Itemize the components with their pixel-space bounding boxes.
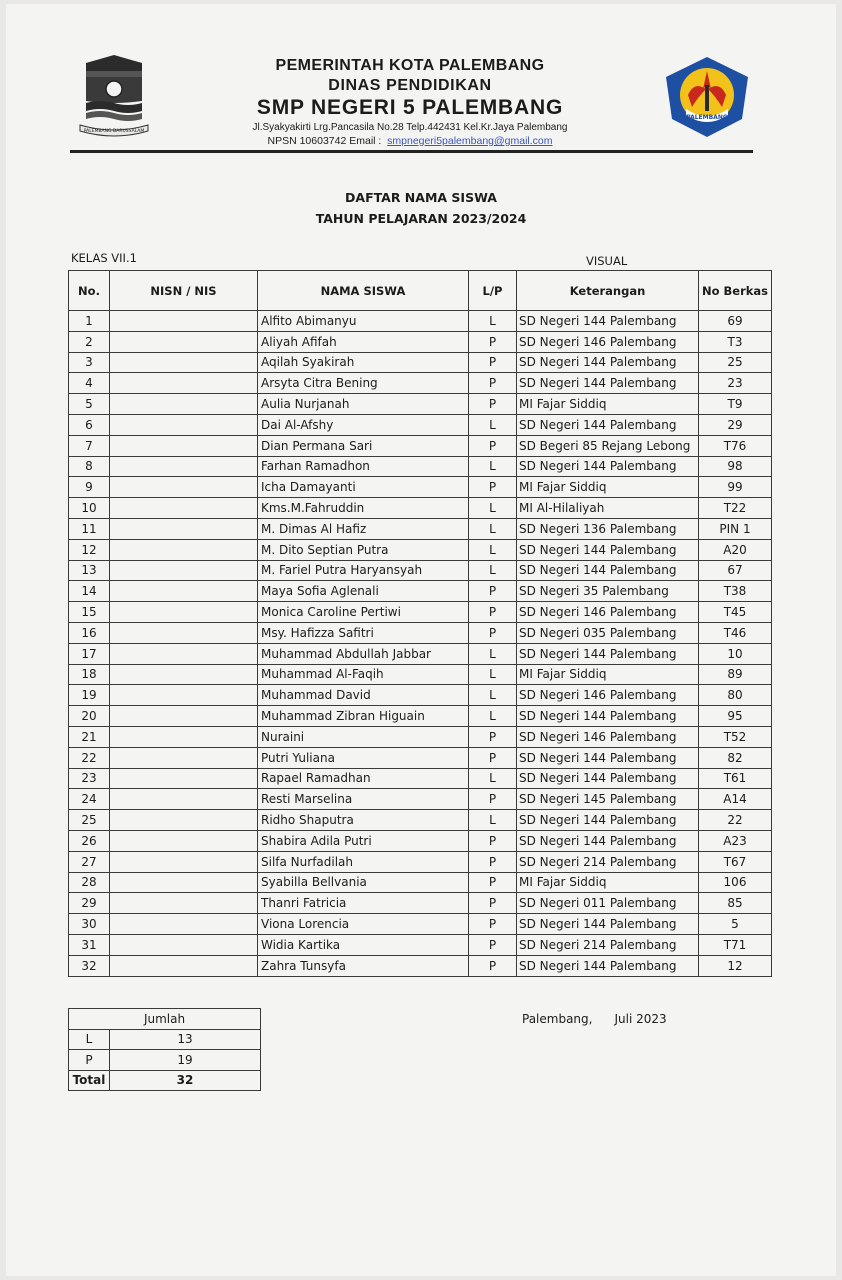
row-keterangan: SD Negeri 144 Palembang [517,706,699,727]
right-logo-text: PALEMBANG [686,114,728,121]
row-nama: Silfa Nurfadilah [258,851,469,872]
row-berkas: 22 [699,810,772,831]
table-row [69,414,772,435]
row-lp: P [469,872,517,893]
header-divider [70,150,753,153]
row-no: 32 [69,955,110,976]
row-nama: M. Dimas Al Hafiz [258,518,469,539]
row-nama: Zahra Tunsyfa [258,955,469,976]
row-nama: Monica Caroline Pertiwi [258,602,469,623]
row-keterangan: SD Negeri 144 Palembang [517,643,699,664]
row-berkas: T38 [699,581,772,602]
row-nama: Muhammad Al-Faqih [258,664,469,685]
table-row [69,435,772,456]
header-department: DINAS PENDIDIKAN [328,77,492,94]
row-no: 2 [69,331,110,352]
row-berkas: 69 [699,311,772,332]
row-lp: L [469,539,517,560]
row-berkas: T3 [699,331,772,352]
row-keterangan: SD Negeri 144 Palembang [517,414,699,435]
row-keterangan: SD Negeri 146 Palembang [517,726,699,747]
row-nisn [110,706,258,727]
row-lp: P [469,622,517,643]
row-nama: Aqilah Syakirah [258,352,469,373]
row-nisn [110,851,258,872]
table-row [69,810,772,831]
row-lp: P [469,830,517,851]
row-no: 27 [69,851,110,872]
row-nisn [110,934,258,955]
row-nisn [110,893,258,914]
row-nisn [110,830,258,851]
summary-p-value: 19 [110,1050,261,1071]
row-berkas: 80 [699,685,772,706]
table-row [69,560,772,581]
header-npsn: NPSN 10603742 Email : [267,135,382,147]
row-berkas: 85 [699,893,772,914]
row-nisn [110,373,258,394]
row-lp: L [469,768,517,789]
row-nisn [110,581,258,602]
row-keterangan: SD Negeri 035 Palembang [517,622,699,643]
row-nama: Maya Sofia Aglenali [258,581,469,602]
row-nama: Dian Permana Sari [258,435,469,456]
table-row [69,768,772,789]
row-berkas: 95 [699,706,772,727]
row-nama: Dai Al-Afshy [258,414,469,435]
table-row [69,726,772,747]
row-keterangan: SD Negeri 144 Palembang [517,373,699,394]
row-no: 10 [69,498,110,519]
table-row [69,664,772,685]
row-no: 21 [69,726,110,747]
row-keterangan: SD Negeri 214 Palembang [517,851,699,872]
row-keterangan: SD Negeri 144 Palembang [517,810,699,831]
row-nama: Alfito Abimanyu [258,311,469,332]
student-table [68,270,772,977]
row-no: 6 [69,414,110,435]
row-nisn [110,872,258,893]
table-row [69,789,772,810]
row-lp: L [469,414,517,435]
row-nama: Icha Damayanti [258,477,469,498]
table-row [69,622,772,643]
row-lp: L [469,456,517,477]
row-no: 8 [69,456,110,477]
row-berkas: 106 [699,872,772,893]
row-nisn [110,498,258,519]
row-no: 20 [69,706,110,727]
row-nama: Nuraini [258,726,469,747]
row-nisn [110,560,258,581]
row-keterangan: MI Al-Hilaliyah [517,498,699,519]
row-nisn [110,394,258,415]
table-row [69,581,772,602]
row-berkas: A14 [699,789,772,810]
row-lp: P [469,955,517,976]
row-keterangan: SD Negeri 144 Palembang [517,352,699,373]
school-emblem [662,55,752,139]
row-lp: P [469,726,517,747]
table-row [69,851,772,872]
row-nisn [110,622,258,643]
row-no: 29 [69,893,110,914]
table-row [69,352,772,373]
col-header-nisn: NISN / NIS [110,271,258,311]
row-keterangan: MI Fajar Siddiq [517,394,699,415]
row-keterangan: SD Begeri 85 Rejang Lebong [517,435,699,456]
row-lp: P [469,747,517,768]
row-nisn [110,331,258,352]
row-keterangan: MI Fajar Siddiq [517,664,699,685]
row-nama: Muhammad Abdullah Jabbar [258,643,469,664]
header-email-link[interactable]: smpnegeri5palembang@gmail.com [387,135,553,147]
row-berkas: T9 [699,394,772,415]
row-no: 24 [69,789,110,810]
row-lp: L [469,810,517,831]
row-no: 13 [69,560,110,581]
row-berkas: T52 [699,726,772,747]
header-school-name: SMP NEGERI 5 PALEMBANG [256,96,564,119]
row-keterangan: SD Negeri 214 Palembang [517,934,699,955]
row-berkas: 98 [699,456,772,477]
row-no: 12 [69,539,110,560]
row-lp: P [469,331,517,352]
row-berkas: 67 [699,560,772,581]
place-date [522,1012,667,1026]
row-no: 11 [69,518,110,539]
row-nisn [110,518,258,539]
row-berkas: 12 [699,955,772,976]
row-berkas: A23 [699,830,772,851]
header-contact [210,135,610,147]
table-row [69,643,772,664]
row-nisn [110,664,258,685]
row-lp: L [469,498,517,519]
table-row [69,685,772,706]
visual-label: VISUAL [586,254,628,268]
row-nisn [110,477,258,498]
row-lp: P [469,435,517,456]
row-lp: P [469,934,517,955]
row-nisn [110,955,258,976]
row-lp: L [469,518,517,539]
row-lp: L [469,664,517,685]
row-berkas: 25 [699,352,772,373]
row-nisn [110,726,258,747]
row-keterangan: SD Negeri 146 Palembang [517,331,699,352]
table-row [69,914,772,935]
table-row [69,498,772,519]
table-row [69,394,772,415]
row-nama: Kms.M.Fahruddin [258,498,469,519]
row-nama: Rapael Ramadhan [258,768,469,789]
row-nama: M. Fariel Putra Haryansyah [258,560,469,581]
row-nama: M. Dito Septian Putra [258,539,469,560]
row-nama: Viona Lorencia [258,914,469,935]
row-nisn [110,914,258,935]
row-lp: P [469,581,517,602]
table-row [69,706,772,727]
row-no: 17 [69,643,110,664]
row-berkas: 5 [699,914,772,935]
row-nama: Syabilla Bellvania [258,872,469,893]
document-title: DAFTAR NAMA SISWA [345,190,497,205]
row-no: 1 [69,311,110,332]
row-no: 31 [69,934,110,955]
row-berkas: T22 [699,498,772,519]
row-nisn [110,643,258,664]
col-header-keterangan: Keterangan [517,271,699,311]
row-keterangan: SD Negeri 144 Palembang [517,768,699,789]
col-header-lp: L/P [469,271,517,311]
row-lp: P [469,789,517,810]
table-row [69,456,772,477]
row-nama: Ridho Shaputra [258,810,469,831]
row-no: 25 [69,810,110,831]
row-no: 26 [69,830,110,851]
row-lp: P [469,893,517,914]
row-keterangan: SD Negeri 011 Palembang [517,893,699,914]
palembang-city-emblem [78,55,150,139]
row-nisn [110,352,258,373]
row-nisn [110,435,258,456]
row-berkas: 82 [699,747,772,768]
row-nisn [110,414,258,435]
row-nama: Muhammad Zibran Higuain [258,706,469,727]
row-nisn [110,810,258,831]
row-keterangan: SD Negeri 35 Palembang [517,581,699,602]
summary-header: Jumlah [69,1009,261,1030]
row-nisn [110,456,258,477]
row-lp: L [469,685,517,706]
row-no: 19 [69,685,110,706]
row-lp: P [469,477,517,498]
row-lp: P [469,602,517,623]
date-label: Juli 2023 [614,1012,667,1026]
row-lp: P [469,851,517,872]
row-no: 22 [69,747,110,768]
row-berkas: A20 [699,539,772,560]
row-berkas: 29 [699,414,772,435]
row-no: 7 [69,435,110,456]
row-lp: P [469,914,517,935]
row-keterangan: SD Negeri 144 Palembang [517,456,699,477]
row-berkas: T71 [699,934,772,955]
table-row [69,477,772,498]
row-nama: Thanri Fatricia [258,893,469,914]
row-lp: L [469,311,517,332]
row-keterangan: SD Negeri 144 Palembang [517,539,699,560]
row-nisn [110,539,258,560]
row-nisn [110,602,258,623]
row-nama: Aulia Nurjanah [258,394,469,415]
left-logo-text: PALEMBANG DARUSSALAM [83,129,145,134]
row-keterangan: SD Negeri 144 Palembang [517,747,699,768]
row-keterangan: SD Negeri 144 Palembang [517,914,699,935]
row-lp: P [469,352,517,373]
row-keterangan: SD Negeri 146 Palembang [517,602,699,623]
row-keterangan: SD Negeri 146 Palembang [517,685,699,706]
table-row [69,602,772,623]
row-berkas: T46 [699,622,772,643]
summary-total-label: Total [69,1070,110,1091]
row-nama: Msy. Hafizza Safitri [258,622,469,643]
table-row [69,539,772,560]
header-address: Jl.Syakyakirti Lrg.Pancasila No.28 Telp.442431 Kel.Kr.Jaya Palembang [252,122,568,133]
row-no: 15 [69,602,110,623]
row-no: 23 [69,768,110,789]
summary-total-value: 32 [110,1070,261,1091]
row-keterangan: MI Fajar Siddiq [517,477,699,498]
row-berkas: 23 [699,373,772,394]
place-label: Palembang, [522,1012,593,1026]
col-header-no: No. [69,271,110,311]
row-lp: L [469,560,517,581]
row-berkas: PIN 1 [699,518,772,539]
row-no: 4 [69,373,110,394]
col-header-nama: NAMA SISWA [258,271,469,311]
header-government: PEMERINTAH KOTA PALEMBANG [275,57,545,74]
row-berkas: 10 [699,643,772,664]
table-row [69,518,772,539]
row-berkas: T45 [699,602,772,623]
summary-l-value: 13 [110,1029,261,1050]
row-berkas: T67 [699,851,772,872]
table-row [69,331,772,352]
row-lp: L [469,706,517,727]
row-nisn [110,789,258,810]
row-nisn [110,747,258,768]
row-no: 30 [69,914,110,935]
row-nisn [110,768,258,789]
table-row [69,311,772,332]
row-no: 18 [69,664,110,685]
row-no: 3 [69,352,110,373]
row-nama: Putri Yuliana [258,747,469,768]
summary-l-label: L [69,1029,110,1050]
row-no: 28 [69,872,110,893]
row-berkas: T61 [699,768,772,789]
row-keterangan: MI Fajar Siddiq [517,872,699,893]
row-no: 9 [69,477,110,498]
summary-table [68,1008,261,1091]
row-nama: Widia Kartika [258,934,469,955]
row-no: 16 [69,622,110,643]
row-nama: Shabira Adila Putri [258,830,469,851]
row-nisn [110,685,258,706]
row-lp: P [469,394,517,415]
row-berkas: 99 [699,477,772,498]
row-nama: Aliyah Afifah [258,331,469,352]
row-keterangan: SD Negeri 145 Palembang [517,789,699,810]
table-row [69,830,772,851]
row-nisn [110,311,258,332]
row-keterangan: SD Negeri 136 Palembang [517,518,699,539]
row-nama: Arsyta Citra Bening [258,373,469,394]
row-no: 5 [69,394,110,415]
class-label: KELAS VII.1 [71,251,137,265]
table-row [69,747,772,768]
row-keterangan: SD Negeri 144 Palembang [517,830,699,851]
academic-year: TAHUN PELAJARAN 2023/2024 [315,211,527,226]
row-nama: Resti Marselina [258,789,469,810]
table-row [69,934,772,955]
row-berkas: 89 [699,664,772,685]
row-berkas: T76 [699,435,772,456]
row-lp: P [469,373,517,394]
row-keterangan: SD Negeri 144 Palembang [517,311,699,332]
row-no: 14 [69,581,110,602]
table-header-row [69,271,772,311]
summary-p-label: P [69,1050,110,1071]
table-row [69,955,772,976]
row-keterangan: SD Negeri 144 Palembang [517,560,699,581]
row-nama: Muhammad David [258,685,469,706]
row-lp: L [469,643,517,664]
row-keterangan: SD Negeri 144 Palembang [517,955,699,976]
table-row [69,893,772,914]
row-nama: Farhan Ramadhon [258,456,469,477]
table-row [69,872,772,893]
table-row [69,373,772,394]
col-header-berkas: No Berkas [699,271,772,311]
